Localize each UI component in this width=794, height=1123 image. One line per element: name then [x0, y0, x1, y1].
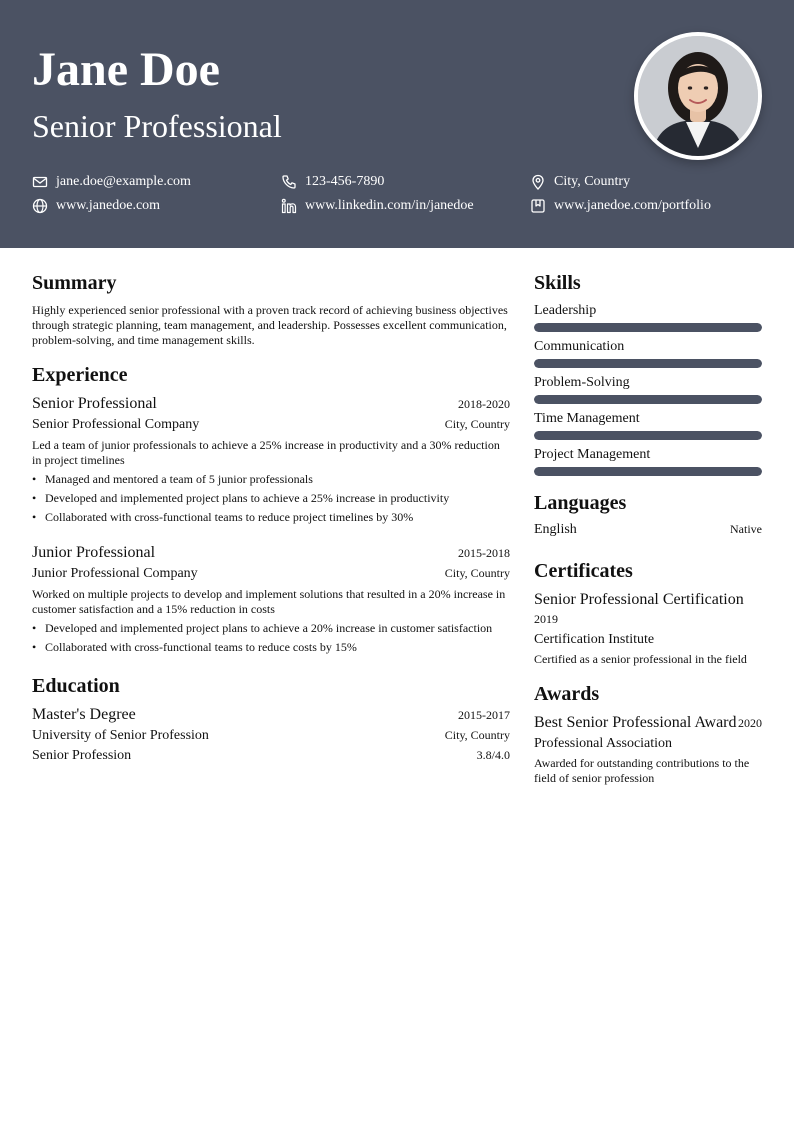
experience-section [32, 362, 510, 655]
list-item: • Managed and mentored a team of 5 junior professionals [32, 472, 510, 487]
list-item: • Collaborated with cross-functional teams to reduce costs by 15% [32, 640, 510, 655]
skill-bar-fill [534, 395, 762, 404]
globe-icon [32, 198, 48, 214]
candidate-name: Jane Doe [32, 43, 220, 96]
skill-bar [534, 359, 762, 368]
side-column [534, 270, 762, 786]
skill-bar-fill [534, 431, 762, 440]
contact-location [530, 173, 762, 191]
language-level: Native [730, 522, 762, 536]
certificates-heading: Certificates [534, 560, 633, 582]
certificates-section [534, 558, 762, 667]
job-company: Junior Professional Company [32, 566, 198, 581]
job-title: Junior Professional [32, 544, 156, 561]
certificate-description: Certified as a senior professional in the field [534, 652, 747, 666]
awards-section [534, 681, 762, 786]
education-section [32, 673, 510, 766]
skill-bar-fill [534, 359, 762, 368]
job-title: Senior Professional [32, 395, 157, 412]
award-year: 2020 [738, 716, 762, 730]
skill-item [534, 302, 762, 332]
contact-email[interactable] [32, 173, 281, 191]
list-item: • Developed and implemented project plans to achieve a 25% increase in productivity [32, 491, 510, 506]
languages-heading: Languages [534, 492, 627, 514]
certificate-institute: Certification Institute [534, 632, 655, 647]
certificate-name: Senior Professional Certification [534, 591, 744, 608]
list-item: • Developed and implemented project plans to achieve a 20% increase in customer satisfaction [32, 621, 510, 636]
contact-location-text: City, Country [554, 174, 631, 189]
job-bullets [32, 472, 510, 525]
education-dates: 2015-2017 [458, 708, 510, 722]
skill-item [534, 410, 762, 440]
skills-list [534, 302, 762, 476]
skill-bar [534, 323, 762, 332]
job-location: City, Country [444, 566, 510, 580]
education-location: City, Country [444, 728, 510, 742]
job-description: Worked on multiple projects to develop and implement solutions that resulted in a 20% increase in customer satisfaction and a 15% reduction in costs [32, 587, 506, 616]
skill-label: Time Management [534, 411, 640, 426]
job-company: Senior Professional Company [32, 417, 200, 432]
list-item: • Collaborated with cross-functional teams to reduce project timelines by 30% [32, 510, 510, 525]
contact-linkedin-text: www.linkedin.com/in/janedoe [305, 198, 474, 213]
skill-label: Project Management [534, 447, 651, 462]
award-description: Awarded for outstanding contributions to the field of senior profession [534, 756, 750, 785]
portfolio-icon [530, 198, 546, 214]
summary-text: Highly experienced senior professional with a proven track record of achieving business objectives through strategic planning, team management, and leadership. Possesses excellent communication, problem-solving, and time management skills. [32, 303, 508, 347]
job-dates: 2018-2020 [458, 397, 510, 411]
education-school: University of Senior Profession [32, 728, 209, 743]
candidate-title: Senior Professional [32, 108, 282, 144]
contact-linkedin[interactable] [281, 197, 530, 215]
profile-photo [634, 32, 762, 160]
contact-portfolio-text: www.janedoe.com/portfolio [554, 198, 711, 213]
skills-heading: Skills [534, 272, 581, 294]
summary-heading: Summary [32, 272, 117, 294]
languages-section [534, 490, 762, 538]
skill-label: Communication [534, 339, 625, 354]
contact-list [32, 173, 762, 215]
skill-bar-fill [534, 467, 762, 476]
main-column [32, 270, 510, 766]
mail-icon [32, 174, 48, 190]
profile-photo-image [638, 36, 758, 156]
language-item [534, 522, 762, 538]
certificate-year: 2019 [534, 612, 558, 626]
skill-bar [534, 431, 762, 440]
contact-website[interactable] [32, 197, 281, 215]
contact-website-text: www.janedoe.com [56, 198, 161, 213]
skill-label: Problem-Solving [534, 375, 630, 390]
awards-heading: Awards [534, 683, 600, 705]
contact-email-text: jane.doe@example.com [56, 174, 191, 189]
job-dates: 2015-2018 [458, 546, 510, 560]
education-gpa: 3.8/4.0 [476, 748, 510, 762]
skill-item [534, 446, 762, 476]
skill-bar [534, 467, 762, 476]
contact-portfolio[interactable] [530, 197, 762, 215]
resume-header [0, 0, 794, 248]
award-name: Best Senior Professional Award [534, 714, 737, 731]
contact-phone[interactable] [281, 173, 530, 191]
education-degree: Master's Degree [32, 706, 136, 723]
award-organization: Professional Association [534, 736, 673, 751]
job-location: City, Country [444, 417, 510, 431]
contact-phone-text: 123-456-7890 [305, 174, 385, 189]
job-description: Led a team of junior professionals to achieve a 25% increase in productivity and a 30% reduction in project timelines [32, 438, 500, 467]
summary-section [32, 270, 510, 348]
education-heading: Education [32, 675, 120, 697]
education-field: Senior Profession [32, 748, 132, 763]
experience-heading: Experience [32, 364, 128, 386]
skills-section [534, 270, 762, 476]
language-name: English [534, 522, 577, 537]
skill-label: Leadership [534, 303, 597, 318]
skill-item [534, 338, 762, 368]
skill-bar-fill [534, 323, 762, 332]
linkedin-icon [281, 198, 297, 214]
location-pin-icon [530, 174, 546, 190]
job-entry [32, 542, 510, 655]
skill-bar [534, 395, 762, 404]
skill-item [534, 374, 762, 404]
phone-icon [281, 174, 297, 190]
job-entry [32, 393, 510, 525]
job-bullets [32, 621, 510, 655]
